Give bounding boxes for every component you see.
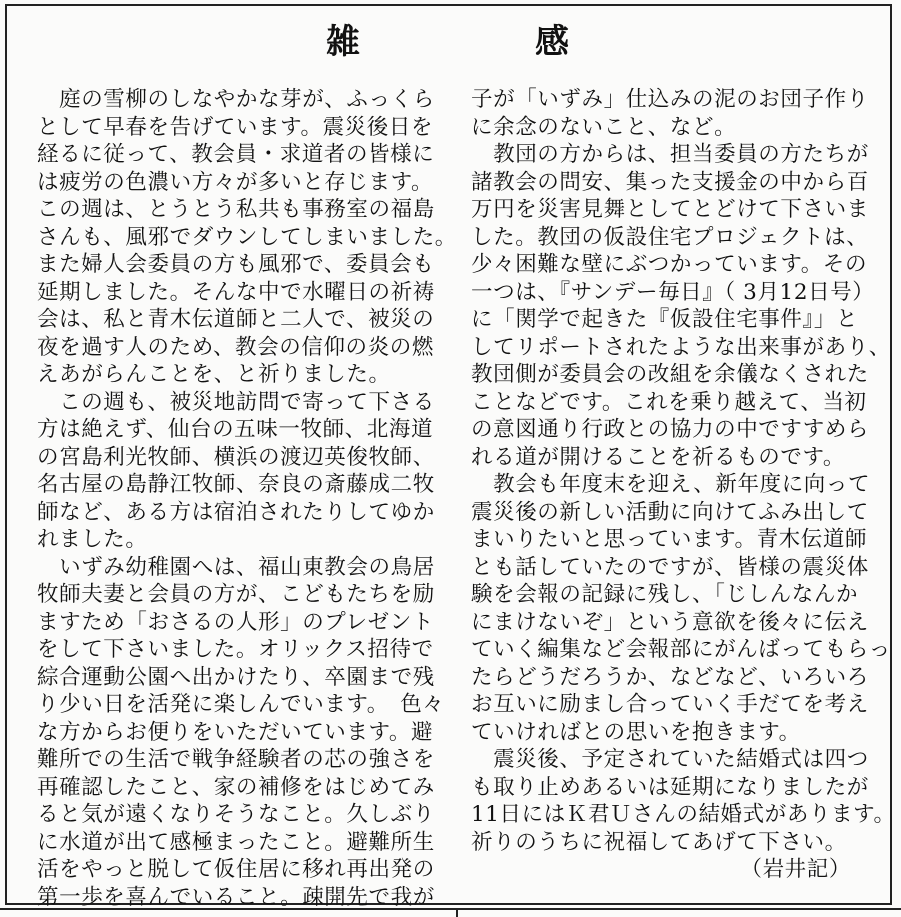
text-line: ますため「おさるの人形」のプレゼント bbox=[37, 609, 434, 635]
text-line: 祈りのうちに祝福してあげて下さい。 bbox=[471, 829, 847, 855]
text-line: まいりたいと思っています。青木伝道師 bbox=[471, 527, 868, 552]
text-line: 万円を災害見舞としてとどけて下さいま bbox=[471, 197, 869, 222]
text-line: えあがらんことを、と祈りました。 bbox=[37, 362, 391, 387]
text-line: れる道が開けることを祈るものです。 bbox=[471, 444, 845, 470]
text-line: 師など、ある方は宿泊されたりしてゆか bbox=[37, 499, 435, 525]
text-line: をして下さいました。オリックス招待で bbox=[37, 637, 434, 662]
right-column bbox=[471, 86, 896, 884]
text-line: の宮島利光牧師、横浜の渡辺英俊牧師、 bbox=[37, 444, 435, 470]
text-line: お互いに励まし合っていく手だてを考え bbox=[471, 692, 869, 717]
text-line: 震災後、予定されていた結婚式は四つ bbox=[471, 747, 869, 772]
text-line: この週も、被災地訪問で寄って下さる bbox=[37, 389, 435, 415]
text-line: 少々困難な壁にぶつかっています。その bbox=[471, 252, 868, 277]
text-line: 名古屋の島静江牧師、奈良の斎藤成二牧 bbox=[37, 472, 435, 497]
text-line: 経るに従って、教会員・求道者の皆様に bbox=[37, 142, 435, 167]
article-title-char-2: 感 bbox=[535, 22, 569, 62]
text-line: ていく編集など会報部にがんばってもらっ bbox=[471, 637, 891, 662]
text-line: 子が「いずみ」仕込みの泥のお団子作り bbox=[471, 87, 869, 112]
text-line: 会は、私と青木伝道師と二人で、被災の bbox=[37, 307, 435, 332]
text-line: いずみ幼稚園へは、福山東教会の鳥居 bbox=[37, 554, 435, 580]
text-line: 第一歩を喜んでいること。疎開先で我が bbox=[37, 884, 435, 910]
text-line: 震災後の新しい活動に向けてふみ出して bbox=[471, 499, 869, 525]
text-line: 夜を過す人のため、教会の信仰の炎の燃 bbox=[37, 334, 434, 360]
text-line: してリポートされたような出来事があり、 bbox=[471, 334, 891, 360]
text-line: とも話していたのですが、皆様の震災体 bbox=[471, 554, 869, 580]
text-line: した。教団の仮設住宅プロジェクトは、 bbox=[471, 224, 869, 250]
text-line: な方からお便りをいただいています。避 bbox=[37, 719, 434, 745]
text-line: の意図通り行政との協力の中ですすめら bbox=[471, 417, 870, 442]
text-line: 一つは、『サンデー毎日』（ 3月12日号） bbox=[471, 279, 875, 305]
text-line: 牧師夫妻と会員の方が、こどもたちを励 bbox=[37, 582, 435, 607]
text-line: たらどうだろうか、などなど、いろいろ bbox=[471, 664, 869, 690]
text-line: 活をやっと脱して仮住居に移れ再出発の bbox=[37, 857, 435, 882]
text-line: ると気が遠くなりそうなこと。久しぶり bbox=[37, 802, 435, 827]
text-line: に「関学で起きた『仮設住宅事件』」と bbox=[471, 307, 859, 332]
text-line: 庭の雪柳のしなやかな芽が、ふっくら bbox=[37, 87, 435, 112]
text-line: 再確認したこと、家の補修をはじめてみ bbox=[37, 774, 435, 800]
text-line: 綜合運動公園へ出かけたり、卒園まで残 bbox=[37, 664, 435, 690]
text-line: も取り止めあるいは延期になりましたが bbox=[471, 774, 869, 800]
text-line: れました。 bbox=[37, 527, 148, 552]
text-line: にまけないぞ」という意欲を後々に伝え bbox=[471, 609, 869, 635]
text-line: り少い日を活発に楽しんでいます。 色々 bbox=[37, 692, 445, 717]
text-line: 諸教会の問安、集った支援金の中から百 bbox=[471, 169, 869, 195]
text-line: 難所での生活で戦争経験者の芯の強さを bbox=[37, 747, 435, 772]
text-line: 教団側が委員会の改組を余儀なくされた bbox=[471, 362, 869, 387]
text-line: 方は絶えず、仙台の五味一牧師、北海道 bbox=[37, 417, 434, 442]
text-line: また婦人会委員の方も風邪で、委員会も bbox=[37, 252, 435, 277]
column-divider-tick bbox=[456, 908, 458, 917]
text-line: 験を会報の記録に残し、「じしんなんか bbox=[471, 582, 859, 607]
text-line: 延期しました。そんな中で水曜日の祈祷 bbox=[37, 279, 435, 305]
text-line: 教団の方からは、担当委員の方たちが bbox=[471, 142, 869, 167]
text-line: ていければとの思いを抱きます。 bbox=[471, 719, 801, 745]
text-line: は疲労の色濃い方々が多いと存じます。 bbox=[37, 169, 434, 195]
text-line: さんも、風邪でダウンしてしまいました。 bbox=[37, 224, 457, 250]
text-line: ことなどです。これを乗り越えて、当初 bbox=[471, 389, 867, 415]
author-signature: （岩井記） bbox=[740, 857, 851, 882]
text-line: 教会も年度末を迎え、新年度に向って bbox=[471, 472, 871, 497]
text-line: に水道が出て感極まったこと。避難所生 bbox=[37, 829, 435, 855]
left-column bbox=[37, 86, 457, 911]
text-line: 11日にはＫ君Ｕさんの結婚式があります。 bbox=[471, 802, 896, 827]
article-title-char-1: 雑 bbox=[326, 22, 360, 62]
text-line: として早春を告げています。震災後日を bbox=[37, 114, 434, 140]
text-line: に余念のないこと、など。 bbox=[471, 114, 737, 140]
text-line: この週は、とうとう私共も事務室の福島 bbox=[37, 197, 435, 222]
